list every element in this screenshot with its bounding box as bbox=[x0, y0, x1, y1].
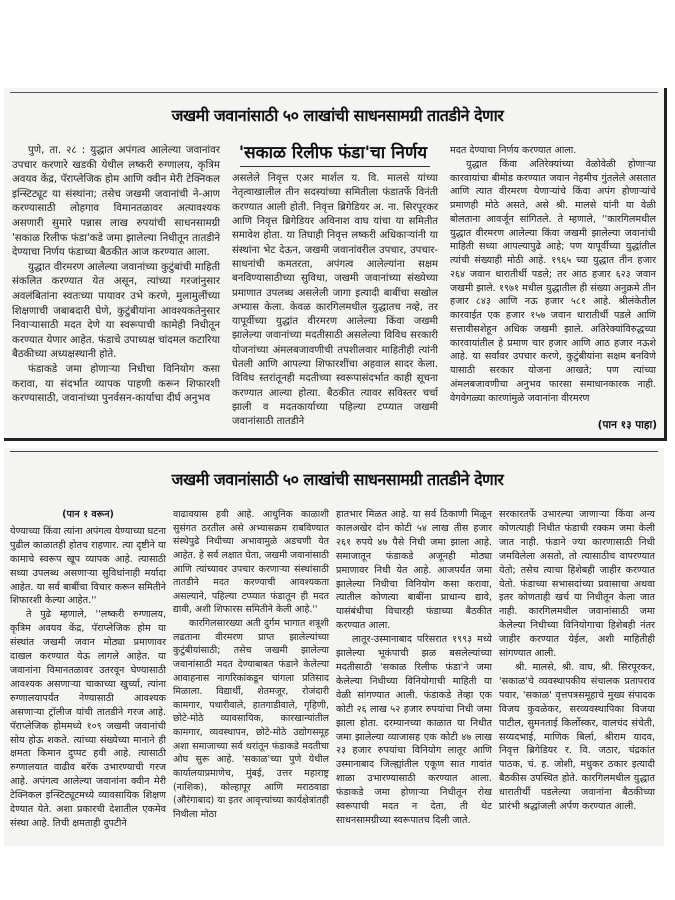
bottom-headline: जखमी जवानांसाठी ५० लाखांची साधनसामग्री तातडीने देणार bbox=[171, 470, 504, 489]
bottom-col1-para-1: येण्याच्या किंवा त्यांना अपंगत्व येण्याच्या घटना पुढील काळातही होतच राहणार. त्या दृष्टीने या कामाचे स्वरूप खूप व्यापक आहे. त्यासाठी सध्या उपलब्ध असणाऱ्या सुविधांनाही मर्यादा आहेत. या सर्व बाबींचा विचार करून समितीने शिफारशी केल्या आहेत.'' bbox=[10, 525, 166, 607]
top-headline: जखमी जवानांसाठी ५० लाखांची साधनसामग्री तातडीने देणार bbox=[171, 106, 504, 125]
top-column-2 bbox=[232, 172, 438, 430]
top-col1-para-3: फंडाकडे जमा होणाऱ्या निधीचा विनियोग कसा करावा, या संदर्भात व्यापक पाहणी करून शिफारशी करण्यासाठी, जवानांच्या पुनर्वसन-कार्याचा दीर्घ अनुभव bbox=[12, 363, 220, 405]
top-subhead: 'सकाळ रिलीफ फंडा'चा निर्णय bbox=[238, 143, 428, 163]
bottom-col4-para-1: सरकारतर्फे उभारल्या जाणाऱ्या किंवा अन्य कोणत्याही निधीत फंडाची रक्कम जमा केली जात नाही. फंडाने ज्या कारणासाठी निधी जमविलेला असतो, तो त्यासाठीच वापरण्यात येतो; तसेच त्याचा हिशेबही जाहीर करण्यात येतो. फंडाच्या सभासदांच्या प्रवासाचा अथवा इतर कोणताही खर्च या निधीतून केला जात नाही. कारगिलमधील जवानांसाठी जमा केलेल्या निधीच्या विनियोगाचा हिशेबही नंतर जाहीर करण्यात येईल, अशी माहितीही सांगण्यात आली. bbox=[499, 509, 655, 660]
top-col1-para-2: युद्धात वीरमरण आलेल्या जवानांच्या कुटुंबांची माहिती संकलित करण्यात येत असून, त्यांच्या गरजांनुसार अवलंबितांना स्वतःच्या पायावर उभे करणे, मुलामुलींच्या शिक्षणाची जबाबदारी घेणे, कुटुंबीयांना आवश्यकतेनुसार निवाऱ्यासाठी मदत देणे या स्वरूपाची कामेही निधीतून करण्यात येणार आहेत. फंडाचे उपाध्यक्ष चांदमल कटारिया बैठकीच्या अध्यक्षस्थानी होते. bbox=[12, 261, 220, 361]
top-col3-para-1: मदत देण्याचा निर्णय करण्यात आला. bbox=[450, 145, 577, 156]
top-column-3 bbox=[450, 144, 656, 406]
top-subhead-rule bbox=[240, 166, 430, 167]
continued-label: (पान १३ पाहा) bbox=[597, 419, 657, 431]
bottom-column-4 bbox=[499, 508, 655, 814]
bottom-col3-para-1: हातभार मिळत आहे. या सर्व ठिकाणी मिळून कालअखेर दोन कोटी ५४ लाख तीस हजार २६१ रुपये ४७ पैसे निधी जमा झाला आहे. समाजातून फंडाकडे अजूनही मोठ्या प्रमाणावर निधी येत आहे. आजपर्यंत जमा झालेल्या निधीचा विनियोग कसा करावा, त्यातील कोणत्या बाबींना प्राधान्य द्यावे, यासंबंधीचा विचारही फंडाच्या बैठकीत करण्यात आला. bbox=[336, 509, 492, 632]
top-col3-para-2: युद्धात किंवा अतिरेक्यांच्या वेळोवेळी होणाऱ्या कारवायांचा बीमोड करण्यात जवान नेहमीच गुंतलेले असतात आणि त्यात वीरमरण येणाऱ्यांचे किंवा अपंग होणाऱ्यांचे प्रमाणही मोठे असते, असे श्री. मालसे यांनी या वेळी बोलताना आवर्जून सांगितले. ते म्हणाले, ''कारगिलमधील युद्धात वीरमरण आलेल्या किंवा जखमी झालेल्या जवानांची माहिती सध्या आपल्यापुढे आहे; पण यापूर्वीच्या युद्धांतील त्यांची संख्याही मोठी आहे. १९६५ च्या युद्धात तीन हजार २६४ जवान धारातीर्थी पडले; तर आठ हजार ६२३ जवान जखमी झाले. १९७१ मधील युद्धातील ही संख्या अनुक्रमे तीन हजार ८४३ आणि नऊ हजार ५८१ आहे. श्रीलंकेतील कारवाईत एक हजार १५७ जवान धारातीर्थी पडले आणि सत्तावीसशेहून अधिक जखमी झाले. अतिरेक्यांविरुद्धच्या कारवायांतील हे प्रमाण चार हजार आणि आठ हजार नऊशे आहे. या सर्वांवर उपचार करणे, कुटुंबीयांना सक्षम बनविणे यासाठी सरकार योजना आखते; पण त्यांच्या अंमलबजावणीचा अनुभव फारसा समाधानकारक नाही. वेगवेगळ्या कारणांमुळे जवानांना वीरमरण bbox=[450, 158, 656, 404]
top-col1-para-1: पुणे, ता. २८ : युद्धात अपंगत्व आलेल्या जवानांवर उपचार करणारे खडकी येथील लष्करी रुग्णालय, कृत्रिम अवयव केंद्र, पॅराप्लेजिक होम आणि क्वीन मेरी टेक्निकल इन्स्टिट्यूट या संस्थांना; तसेच जखमी जवानांची ने-आण करण्यासाठी लोहगाव विमानतळावर अत्यावश्यक असणारी सुमारे पन्नास लाख रुपयांची साधनसामग्री 'सकाळ रिलीफ फंडा'कडे जमा झालेल्या निधीतून तातडीने देण्याचा निर्णय फंडाच्या बैठकीत आज करण्यात आला. bbox=[12, 145, 220, 259]
bottom-col4-para-2: श्री. मालसे, श्री. वाघ, श्री. सिरपूरकर, 'सकाळ'चे व्यवस्थापकीय संचालक प्रतापराव पवार, 'सकाळ' वृत्तपत्रसमूहाचे मुख्य संपादक विजय कुवळेकर, सरव्यवस्थापिका विजया पाटील, सुमनताई किर्लोस्कर, वालचंद संचेती, सय्यदभाई, माणिक बिर्ला, श्रीराम यादव, निवृत्त ब्रिगेडियर र. वि. जठार, चंद्रकांत पाठक, चं. ह. जोशी, मधुकर ठकार इत्यादी बैठकीस उपस्थित होते. कारगिलमधील युद्धात धारातीर्थी पडलेल्या जवानांना बैठकीच्या प्रारंभी श्रद्धांजली अर्पण करण्यात आली. bbox=[499, 661, 655, 813]
bottom-column-2 bbox=[173, 508, 329, 821]
top-article-rule bbox=[10, 92, 658, 93]
top-column-1 bbox=[12, 144, 220, 407]
page-ref-label: (पान १ वरून) bbox=[62, 509, 114, 520]
bottom-col2-para-1: वाढावयास हवी आहे. आधुनिक काळाशी सुसंगत ठरतील असे अभ्यासक्रम राबविण्यात संस्थेपुढे निधीच्या अभावामुळे अडचणी येत आहेत. हे सर्व लक्षात घेता, जखमी जवानांसाठी आणि त्यांच्यावर उपचार करणाऱ्या संस्थांसाठी तातडीने मदत करण्याची आवश्यकता असल्याने, पहिल्या टप्प्यात फंडातून ही मदत द्यावी, अशी शिफारस समितीने केली आहे.'' bbox=[173, 509, 329, 616]
bottom-col3-para-2: लातूर-उस्मानाबाद परिसरात १९९३ मध्ये झालेल्या भूकंपाची झळ बसलेल्यांच्या मदतीसाठी 'सकाळ रिलीफ फंडा'ने जमा केलेल्या निधीच्या विनियोगाची माहिती या वेळी सांगण्यात आली. फंडाकडे तेव्हा एक कोटी २६ लाख ५२ हजार रुपयांचा निधी जमा झाला होता. दरम्यानच्या काळात या निधीत जमा झालेल्या व्याजासह एक कोटी ४७ लाख २३ हजार रुपयांचा विनियोग लातूर आणि उस्मानाबाद जिल्ह्यांतील एकूण सात गावांत शाळा उभारण्यासाठी करण्यात आला. फंडाकडे जमा होणाऱ्या निधीतून रोख स्वरूपाची मदत न देता, ती थेट साधनसामग्रीच्या स्वरूपातच दिली जाते. bbox=[336, 634, 492, 826]
bottom-column-3 bbox=[336, 508, 492, 828]
bottom-article-rule bbox=[10, 451, 658, 452]
bottom-col1-para-2: ते पुढे म्हणाले, ''लष्करी रुग्णालय, कृत्रिम अवयव केंद्र, पॅराप्लेजिक होम या संस्थांत जखमी जवान मोठ्या प्रमाणावर दाखल करण्यात येऊ लागले आहेत. या जवानांना विमानतळावर उतरवून घेण्यासाठी आवश्यक असणाऱ्या चाकाच्या खुर्च्या, त्यांना रुग्णालयापर्यंत नेण्यासाठी आवश्यक असणाऱ्या ट्रॉलीज यांची तातडीने गरज आहे. पॅराप्लेजिक होममध्ये १०९ जखमी जवानांची सोय होऊ शकते. त्यांच्या संख्येच्या मानाने ही क्षमता किमान दुप्पट हवी आहे. त्यासाठी रुग्णालयात वाढीव बरॅक उभारण्याची गरज आहे. अपंगत्व आलेल्या जवानांना क्वीन मेरी टेक्निकल इन्स्टिट्यूटमध्ये व्यावसायिक शिक्षण देण्यात येते. अशा प्रकारची देशातील एकमेव संस्था आहे. तिची क्षमताही दुपटीने bbox=[10, 609, 166, 829]
bottom-column-1 bbox=[10, 508, 166, 831]
bottom-col2-para-2: कारगिलसारख्या अती दुर्गम भागात शत्रूशी लढताना वीरमरण प्राप्त झालेल्यांच्या कुटुंबीयांसाठी; तसेच जखमी झालेल्या जवानांसाठी मदत देण्याबाबत फंडाने केलेल्या आवाहनास नागरिकांकडून चांगला प्रतिसाद मिळाला. विद्यार्थी, शेतमजूर, रोजंदारी कामगार, पथारीवाले, हातगाडीवाले, गृहिणी, छोटे-मोठे व्यावसायिक, कारखान्यांतील कामगार, व्यवस्थापन, छोटे-मोठे उद्योगसमूह अशा समाजाच्या सर्व थरांतून फंडाकडे मदतीचा ओघ सुरू आहे. 'सकाळ'च्या पुणे येथील कार्यालयाप्रमाणेच, मुंबई, उत्तर महाराष्ट्र (नाशिक), कोल्हापूर आणि मराठवाडा (औरंगाबाद) या इतर आवृत्त्यांच्या कार्यक्षेत्रांतही निधीला मोठा bbox=[173, 618, 329, 820]
top-col2-para-1: असलेले निवृत्त एअर मार्शल य. वि. मालसे यांच्या नेतृत्वाखालील तीन सदस्यांच्या समितीला फंडातर्फे विनंती करण्यात आली होती. निवृत्त ब्रिगेडियर अ. ना. सिरपूरकर आणि निवृत्त ब्रिगेडियर अविनाश वाघ यांचा या समितीत समावेश होता. या तिघाही निवृत्त लष्करी अधिकाऱ्यांनी या संस्थांना भेट देऊन, जखमी जवानांवरील उपचार, उपचार-साधनांची कमतरता, अपंगत्व आलेल्यांना सक्षम बनविण्यासाठीच्या सुविधा, जखमी जवानांच्या संख्येच्या प्रमाणात उपलब्ध असलेली जागा इत्यादी बाबींचा सखोल अभ्यास केला. केवळ कारगिलमधील युद्धातच नव्हे, तर यापूर्वीच्या युद्धांत वीरमरण आलेल्या किंवा जखमी झालेल्या जवानांच्या मदतीसाठी असलेल्या विविध सरकारी योजनांच्या अंमलबजावणीची तपशीलवार माहितीही त्यांनी घेतली आणि आपल्या शिफारशींचा अहवाल सादर केला. विविध स्तरांतूनही मदतीच्या स्वरूपासंदर्भात काही सूचना करण्यात आल्या होत्या. बैठकीत त्यावर सविस्तर चर्चा झाली व मदतकार्याच्या पहिल्या टप्प्यात जखमी जवानांसाठी तातडीने bbox=[232, 173, 438, 428]
